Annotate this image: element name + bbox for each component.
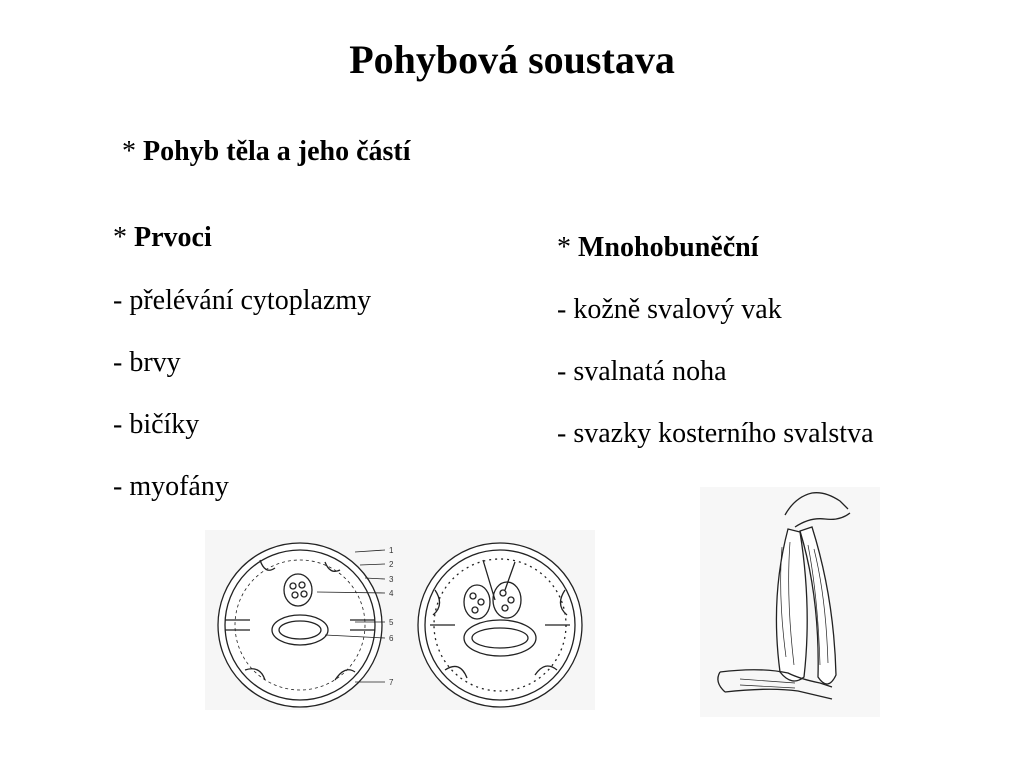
figure-label: 5	[389, 618, 394, 627]
figure-label: 2	[389, 560, 394, 569]
protozoa-item: - přelévání cytoplazmy	[113, 285, 372, 316]
multicellular-heading	[557, 232, 759, 264]
protozoa-bullet: *	[113, 222, 134, 253]
slide-subtitle	[122, 136, 411, 168]
protozoa-column	[113, 222, 493, 512]
subtitle-text: Pohyb těla a jeho částí	[143, 136, 411, 167]
multicellular-heading-text: Mnohobuněční	[578, 232, 759, 263]
multicellular-bullet: *	[557, 232, 578, 263]
figure-label: 1	[389, 546, 394, 555]
multicellular-column	[557, 232, 977, 462]
protozoa-item: - brvy	[113, 347, 181, 378]
figure-label: 3	[389, 575, 394, 584]
multicellular-item: - kožně svalový vak	[557, 294, 782, 325]
arm-muscle-figure	[700, 487, 880, 717]
protozoa-item: - myofány	[113, 471, 229, 502]
cell-cross-section-figure	[205, 530, 595, 710]
figure-label: 4	[389, 589, 394, 598]
multicellular-item: - svazky kosterního svalstva	[557, 418, 874, 449]
protozoa-item: - bičíky	[113, 409, 200, 440]
figure-label: 6	[389, 634, 394, 643]
protozoa-heading	[113, 222, 212, 254]
protozoa-heading-text: Prvoci	[134, 222, 212, 253]
figure-label: 7	[389, 678, 394, 687]
subtitle-bullet: *	[122, 136, 143, 167]
slide-title: Pohybová soustava	[349, 37, 675, 82]
multicellular-item: - svalnatá noha	[557, 356, 727, 387]
